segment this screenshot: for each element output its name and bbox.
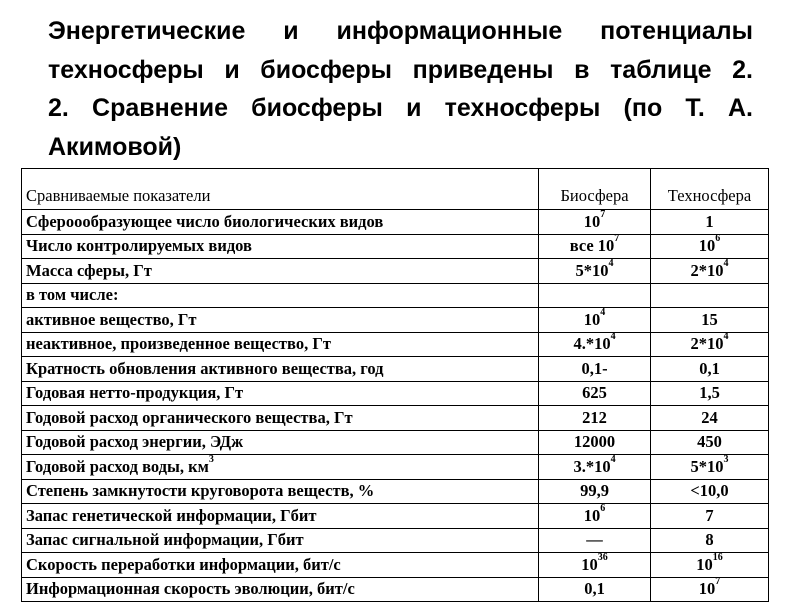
technosphere-cell-exponent: 16 xyxy=(712,552,723,563)
table-row xyxy=(22,577,769,602)
row-label xyxy=(22,381,539,406)
table-row xyxy=(22,430,769,455)
technosphere-cell-value: 15 xyxy=(701,309,718,329)
technosphere-cell xyxy=(651,308,769,333)
technosphere-cell-exponent: 4 xyxy=(723,258,729,269)
biosphere-cell xyxy=(539,479,651,504)
comparison-table xyxy=(21,168,769,602)
biosphere-cell xyxy=(539,308,651,333)
table-row xyxy=(22,283,769,308)
biosphere-cell-value: 12000 xyxy=(573,432,616,452)
table-row xyxy=(22,357,769,382)
table-row xyxy=(22,259,769,284)
biosphere-cell-exponent: 4 xyxy=(610,454,616,465)
row-label-value: Скорость переработки информации, бит/с xyxy=(26,554,341,574)
heading-line-1: Энергетические и информационные потенциалы xyxy=(48,17,753,45)
table-row xyxy=(22,455,769,480)
biosphere-cell-value: все 10 xyxy=(569,236,615,256)
row-label-value: Годовой расход органического вещества, Гт xyxy=(26,407,353,427)
technosphere-cell xyxy=(651,528,769,553)
technosphere-cell-value: 2*10 xyxy=(690,260,724,280)
biosphere-cell-exponent: 7 xyxy=(600,209,606,220)
heading-line-2: техносферы и биосферы приведены в таблице 2. xyxy=(48,55,753,84)
table-row xyxy=(22,553,769,578)
technosphere-cell xyxy=(651,283,769,308)
row-label xyxy=(22,210,539,235)
technosphere-cell xyxy=(651,577,769,602)
technosphere-cell-exponent: 3 xyxy=(723,454,729,465)
biosphere-cell xyxy=(539,332,651,357)
header-indicator: Сравниваемые показатели xyxy=(22,169,539,210)
row-label-value: активное вещество, Гт xyxy=(26,309,197,329)
technosphere-cell-value: 7 xyxy=(705,505,714,525)
table-row xyxy=(22,210,769,235)
row-label xyxy=(22,234,539,259)
technosphere-cell-value: 24 xyxy=(701,407,718,427)
biosphere-cell xyxy=(539,357,651,382)
header-biosphere: Биосфера xyxy=(539,169,651,210)
biosphere-cell-exponent: 4 xyxy=(610,332,616,343)
technosphere-cell xyxy=(651,455,769,480)
biosphere-cell-exponent: 4 xyxy=(608,258,614,269)
row-label-value: Годовой расход энергии, ЭДж xyxy=(26,432,244,452)
row-label-value: Степень замкнутости круговорота веществ, % xyxy=(26,481,375,501)
biosphere-cell xyxy=(539,553,651,578)
header-technosphere: Техносфера xyxy=(651,169,769,210)
table-header-row xyxy=(22,169,769,210)
row-label xyxy=(22,357,539,382)
table-row xyxy=(22,381,769,406)
row-label-value: неактивное, произведенное вещество, Гт xyxy=(26,334,331,354)
row-label xyxy=(22,283,539,308)
row-label-value: Информационная скорость эволюции, бит/с xyxy=(26,579,355,599)
technosphere-cell-value: 450 xyxy=(697,432,722,452)
table-row xyxy=(22,406,769,431)
biosphere-cell xyxy=(539,455,651,480)
biosphere-cell-value: — xyxy=(586,530,603,550)
technosphere-cell-value: 10 xyxy=(698,579,716,599)
biosphere-cell-exponent: 36 xyxy=(597,552,608,563)
technosphere-cell xyxy=(651,381,769,406)
biosphere-cell xyxy=(539,430,651,455)
technosphere-cell xyxy=(651,210,769,235)
biosphere-cell-value: 99,9 xyxy=(580,481,609,501)
technosphere-cell-value: 2*10 xyxy=(690,334,724,354)
technosphere-cell-value: 8 xyxy=(705,530,714,550)
table-row xyxy=(22,479,769,504)
row-label-value: Кратность обновления активного вещества, год xyxy=(26,358,384,378)
technosphere-cell-value: <10,0 xyxy=(690,481,729,501)
technosphere-cell-value: 1,5 xyxy=(699,383,720,403)
technosphere-cell xyxy=(651,332,769,357)
row-label xyxy=(22,528,539,553)
biosphere-cell xyxy=(539,234,651,259)
technosphere-cell-value: 10 xyxy=(698,236,716,256)
technosphere-cell xyxy=(651,430,769,455)
row-label-value: Запас сигнальной информации, Гбит xyxy=(26,530,304,550)
biosphere-cell-value: 4.*10 xyxy=(573,334,611,354)
technosphere-cell-value: 0,1 xyxy=(699,358,720,378)
row-label-value: Годовая нетто-продукция, Гт xyxy=(26,383,244,403)
biosphere-cell-value: 10 xyxy=(581,554,598,574)
row-label-value: Масса сферы, Гт xyxy=(26,260,152,280)
row-label xyxy=(22,553,539,578)
biosphere-cell-value: 10 xyxy=(583,211,601,231)
row-label-value: Запас генетической информации, Гбит xyxy=(26,505,317,525)
row-label xyxy=(22,332,539,357)
table-row xyxy=(22,234,769,259)
biosphere-cell xyxy=(539,381,651,406)
biosphere-cell-value: 5*10 xyxy=(575,260,609,280)
row-label xyxy=(22,504,539,529)
biosphere-cell xyxy=(539,528,651,553)
row-label xyxy=(22,406,539,431)
biosphere-cell xyxy=(539,504,651,529)
row-label xyxy=(22,455,539,480)
page-heading xyxy=(48,12,753,166)
technosphere-cell xyxy=(651,234,769,259)
row-label-value: Число контролируемых видов xyxy=(26,236,252,256)
biosphere-cell-exponent: 6 xyxy=(600,503,606,514)
biosphere-cell-value: 625 xyxy=(582,383,607,403)
biosphere-cell xyxy=(539,210,651,235)
table-row xyxy=(22,332,769,357)
biosphere-cell-value: 0,1 xyxy=(584,579,605,599)
heading-line-3: 2. Сравнение биосферы и техносферы (по Т. А. xyxy=(48,94,753,122)
biosphere-cell xyxy=(539,577,651,602)
biosphere-cell xyxy=(539,406,651,431)
row-label-value: в том числе: xyxy=(26,285,119,305)
technosphere-cell-value: 10 xyxy=(696,554,713,574)
row-label xyxy=(22,259,539,284)
heading-line-4: Акимовой) xyxy=(48,132,182,161)
technosphere-cell xyxy=(651,406,769,431)
technosphere-cell-exponent: 4 xyxy=(723,332,729,343)
biosphere-cell-value: 212 xyxy=(582,407,607,427)
biosphere-cell xyxy=(539,283,651,308)
row-label xyxy=(22,479,539,504)
technosphere-cell-exponent: 6 xyxy=(715,234,721,245)
row-label xyxy=(22,577,539,602)
row-label-exponent: 3 xyxy=(208,454,214,465)
table-row xyxy=(22,504,769,529)
row-label-value: Сфероообразующее число биологических видов xyxy=(26,211,384,231)
table-row xyxy=(22,308,769,333)
biosphere-cell-value: 3.*10 xyxy=(573,456,611,476)
technosphere-cell-value: 5*10 xyxy=(690,456,724,476)
technosphere-cell xyxy=(651,479,769,504)
biosphere-cell-value: 0,1- xyxy=(581,358,608,378)
biosphere-cell xyxy=(539,259,651,284)
row-label xyxy=(22,430,539,455)
technosphere-cell-value: 1 xyxy=(705,211,714,231)
technosphere-cell xyxy=(651,259,769,284)
technosphere-cell xyxy=(651,504,769,529)
technosphere-cell xyxy=(651,357,769,382)
technosphere-cell xyxy=(651,553,769,578)
technosphere-cell-exponent: 7 xyxy=(715,577,721,588)
biosphere-cell-value: 10 xyxy=(583,505,601,525)
table-row xyxy=(22,528,769,553)
biosphere-cell-exponent: 4 xyxy=(600,307,606,318)
biosphere-cell-exponent: 7 xyxy=(614,234,620,245)
row-label-value: Годовой расход воды, км xyxy=(26,456,209,476)
row-label xyxy=(22,308,539,333)
biosphere-cell-value: 10 xyxy=(583,309,601,329)
